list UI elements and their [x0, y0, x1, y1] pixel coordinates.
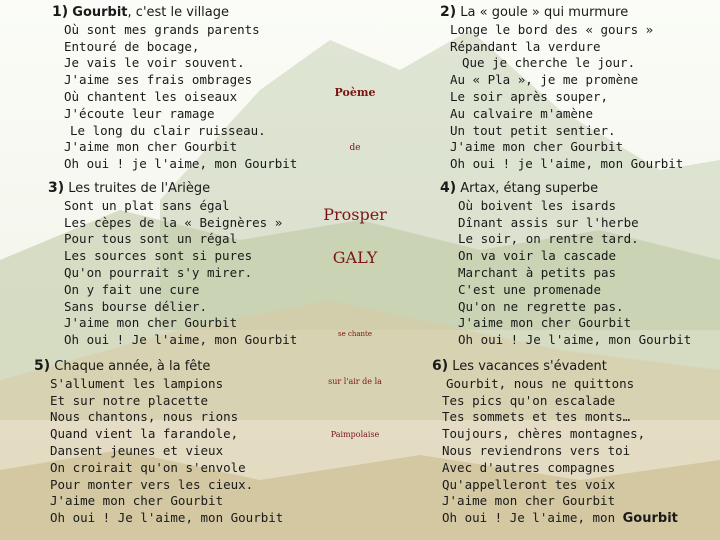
verse-line: Nous chantons, nous rions — [50, 409, 239, 425]
verse-line: Répandant la verdure — [450, 38, 601, 54]
verse-6 — [432, 358, 678, 528]
verse-line: Qu'appelleront tes voix — [442, 476, 616, 492]
verse-3-first-line: Les truites de l'Ariège — [68, 181, 211, 196]
verse-line — [442, 510, 678, 528]
tune-name: Paimpolaise — [330, 430, 380, 439]
verse-line: S'allument les lampions — [50, 375, 224, 391]
verse-line: On va voir la cascade — [458, 248, 617, 264]
verse-line: Où boivent les isards — [458, 197, 617, 213]
verse-6-first-line: Les vacances s'évadent — [452, 359, 607, 374]
author-last-name: GALY — [332, 248, 378, 267]
verse-line: Le long du clair ruisseau. — [70, 122, 266, 138]
verse-3-number: 3) — [48, 180, 65, 196]
verse-4 — [440, 180, 691, 349]
verse-6-number: 6) — [432, 358, 449, 374]
verse-1 — [52, 4, 297, 173]
verse-line: Les sources sont si pures — [64, 248, 253, 264]
verse-3 — [48, 180, 297, 349]
verse-line: Entouré de bocage, — [64, 38, 200, 54]
verse-line: Oh oui ! je l'aime, mon Gourbit — [450, 156, 684, 172]
verse-4-heading — [440, 180, 691, 198]
verse-line: Nous reviendrons vers toi — [442, 442, 631, 458]
verse-line: Où sont mes grands parents — [64, 21, 260, 37]
verse-6-village-name: Gourbit — [622, 511, 678, 527]
verse-line: J'aime mon cher Gourbit — [450, 139, 624, 155]
verse-line: Où chantent les oiseaux — [64, 88, 238, 104]
verse-line: Tes sommets et tes monts… — [442, 409, 631, 425]
verse-line: Au « Pla », je me promène — [450, 72, 639, 88]
verse-line: Marchant à petits pas — [458, 264, 617, 280]
verse-line: Les cèpes de la « Beignères » — [64, 214, 283, 230]
verse-line: Dînant assis sur l'herbe — [458, 214, 639, 230]
verse-line: Toujours, chères montagnes, — [442, 426, 646, 442]
verse-6-heading — [432, 358, 678, 376]
author-first-name: Prosper — [323, 205, 387, 224]
verse-line: J'écoute leur ramage — [64, 105, 215, 121]
verse-5-number: 5) — [34, 358, 51, 374]
verse-line: Oh oui ! Je l'aime, mon Gourbit — [50, 510, 284, 526]
verse-line: Oh oui ! Je l'aime, mon Gourbit — [64, 332, 298, 348]
verse-4-first-line: Artax, étang superbe — [460, 181, 599, 196]
verse-line: Et sur notre placette — [50, 392, 209, 408]
verse-5-first-line: Chaque année, à la fête — [54, 359, 211, 374]
verse-line: Pour monter vers les cieux. — [50, 476, 254, 492]
verse-line: J'aime mon cher Gourbit — [50, 493, 224, 509]
verse-line: Je vais le voir souvent. — [64, 55, 245, 71]
verse-line: Que je cherche le jour. — [462, 55, 636, 71]
verse-5-heading — [34, 358, 283, 376]
verse-line: J'aime mon cher Gourbit — [442, 493, 616, 509]
verse-line: J'aime ses frais ombrages — [64, 72, 253, 88]
verse-2-number: 2) — [440, 4, 457, 20]
verse-line: Dansent jeunes et vieux — [50, 442, 224, 458]
verse-1-village-name: Gourbit — [72, 5, 128, 20]
center-poem-label: Poème — [334, 86, 376, 99]
verse-1-first-line: , c'est le village — [127, 5, 230, 20]
verse-line: On croirait qu'on s'envole — [50, 459, 246, 475]
verse-5 — [34, 358, 283, 527]
verse-line: J'aime mon cher Gourbit — [64, 315, 238, 331]
verse-line: On y fait une cure — [64, 281, 200, 297]
verse-line: Au calvaire m'amène — [450, 105, 593, 121]
verse-3-heading — [48, 180, 297, 198]
verse-line: Le soir après souper, — [450, 88, 609, 104]
verse-2-first-line: La « goule » qui murmure — [460, 5, 629, 20]
verse-line: C'est une promenade — [458, 281, 601, 297]
verse-line: Pour tous sont un régal — [64, 231, 238, 247]
verse-line: Oh oui ! Je l'aime, mon Gourbit — [458, 332, 692, 348]
verse-line: Qu'on pourrait s'y mirer. — [64, 264, 253, 280]
verse-line: Quand vient la farandole, — [50, 426, 239, 442]
verse-1-number: 1) — [52, 4, 69, 20]
verse-line: Avec d'autres compagnes — [442, 459, 616, 475]
verse-line: Le soir, on rentre tard. — [458, 231, 639, 247]
verse-line: Sans bourse délier. — [64, 298, 207, 314]
verse-line: Qu'on ne regrette pas. — [458, 298, 624, 314]
verse-2 — [440, 4, 683, 173]
tune-label: sur l'air de la — [328, 377, 382, 386]
verse-line: Sont un plat sans égal — [64, 197, 230, 213]
verse-line: Oh oui ! je l'aime, mon Gourbit — [64, 156, 298, 172]
verse-line: Gourbit, nous ne quittons — [446, 375, 635, 391]
verse-2-heading — [440, 4, 683, 22]
verse-line: Un tout petit sentier. — [450, 122, 616, 138]
verse-4-number: 4) — [440, 180, 457, 196]
center-de-label: de — [349, 143, 361, 153]
verse-6-refrain: Oh oui ! Je l'aime, mon — [442, 510, 623, 526]
verse-1-heading — [52, 4, 297, 22]
verse-line: Longe le bord des « gours » — [450, 21, 654, 37]
verse-line: J'aime mon cher Gourbit — [64, 139, 238, 155]
verse-line: Tes pics qu'on escalade — [442, 392, 616, 408]
sung-label: se chante — [337, 330, 373, 338]
verse-line: J'aime mon cher Gourbit — [458, 315, 632, 331]
